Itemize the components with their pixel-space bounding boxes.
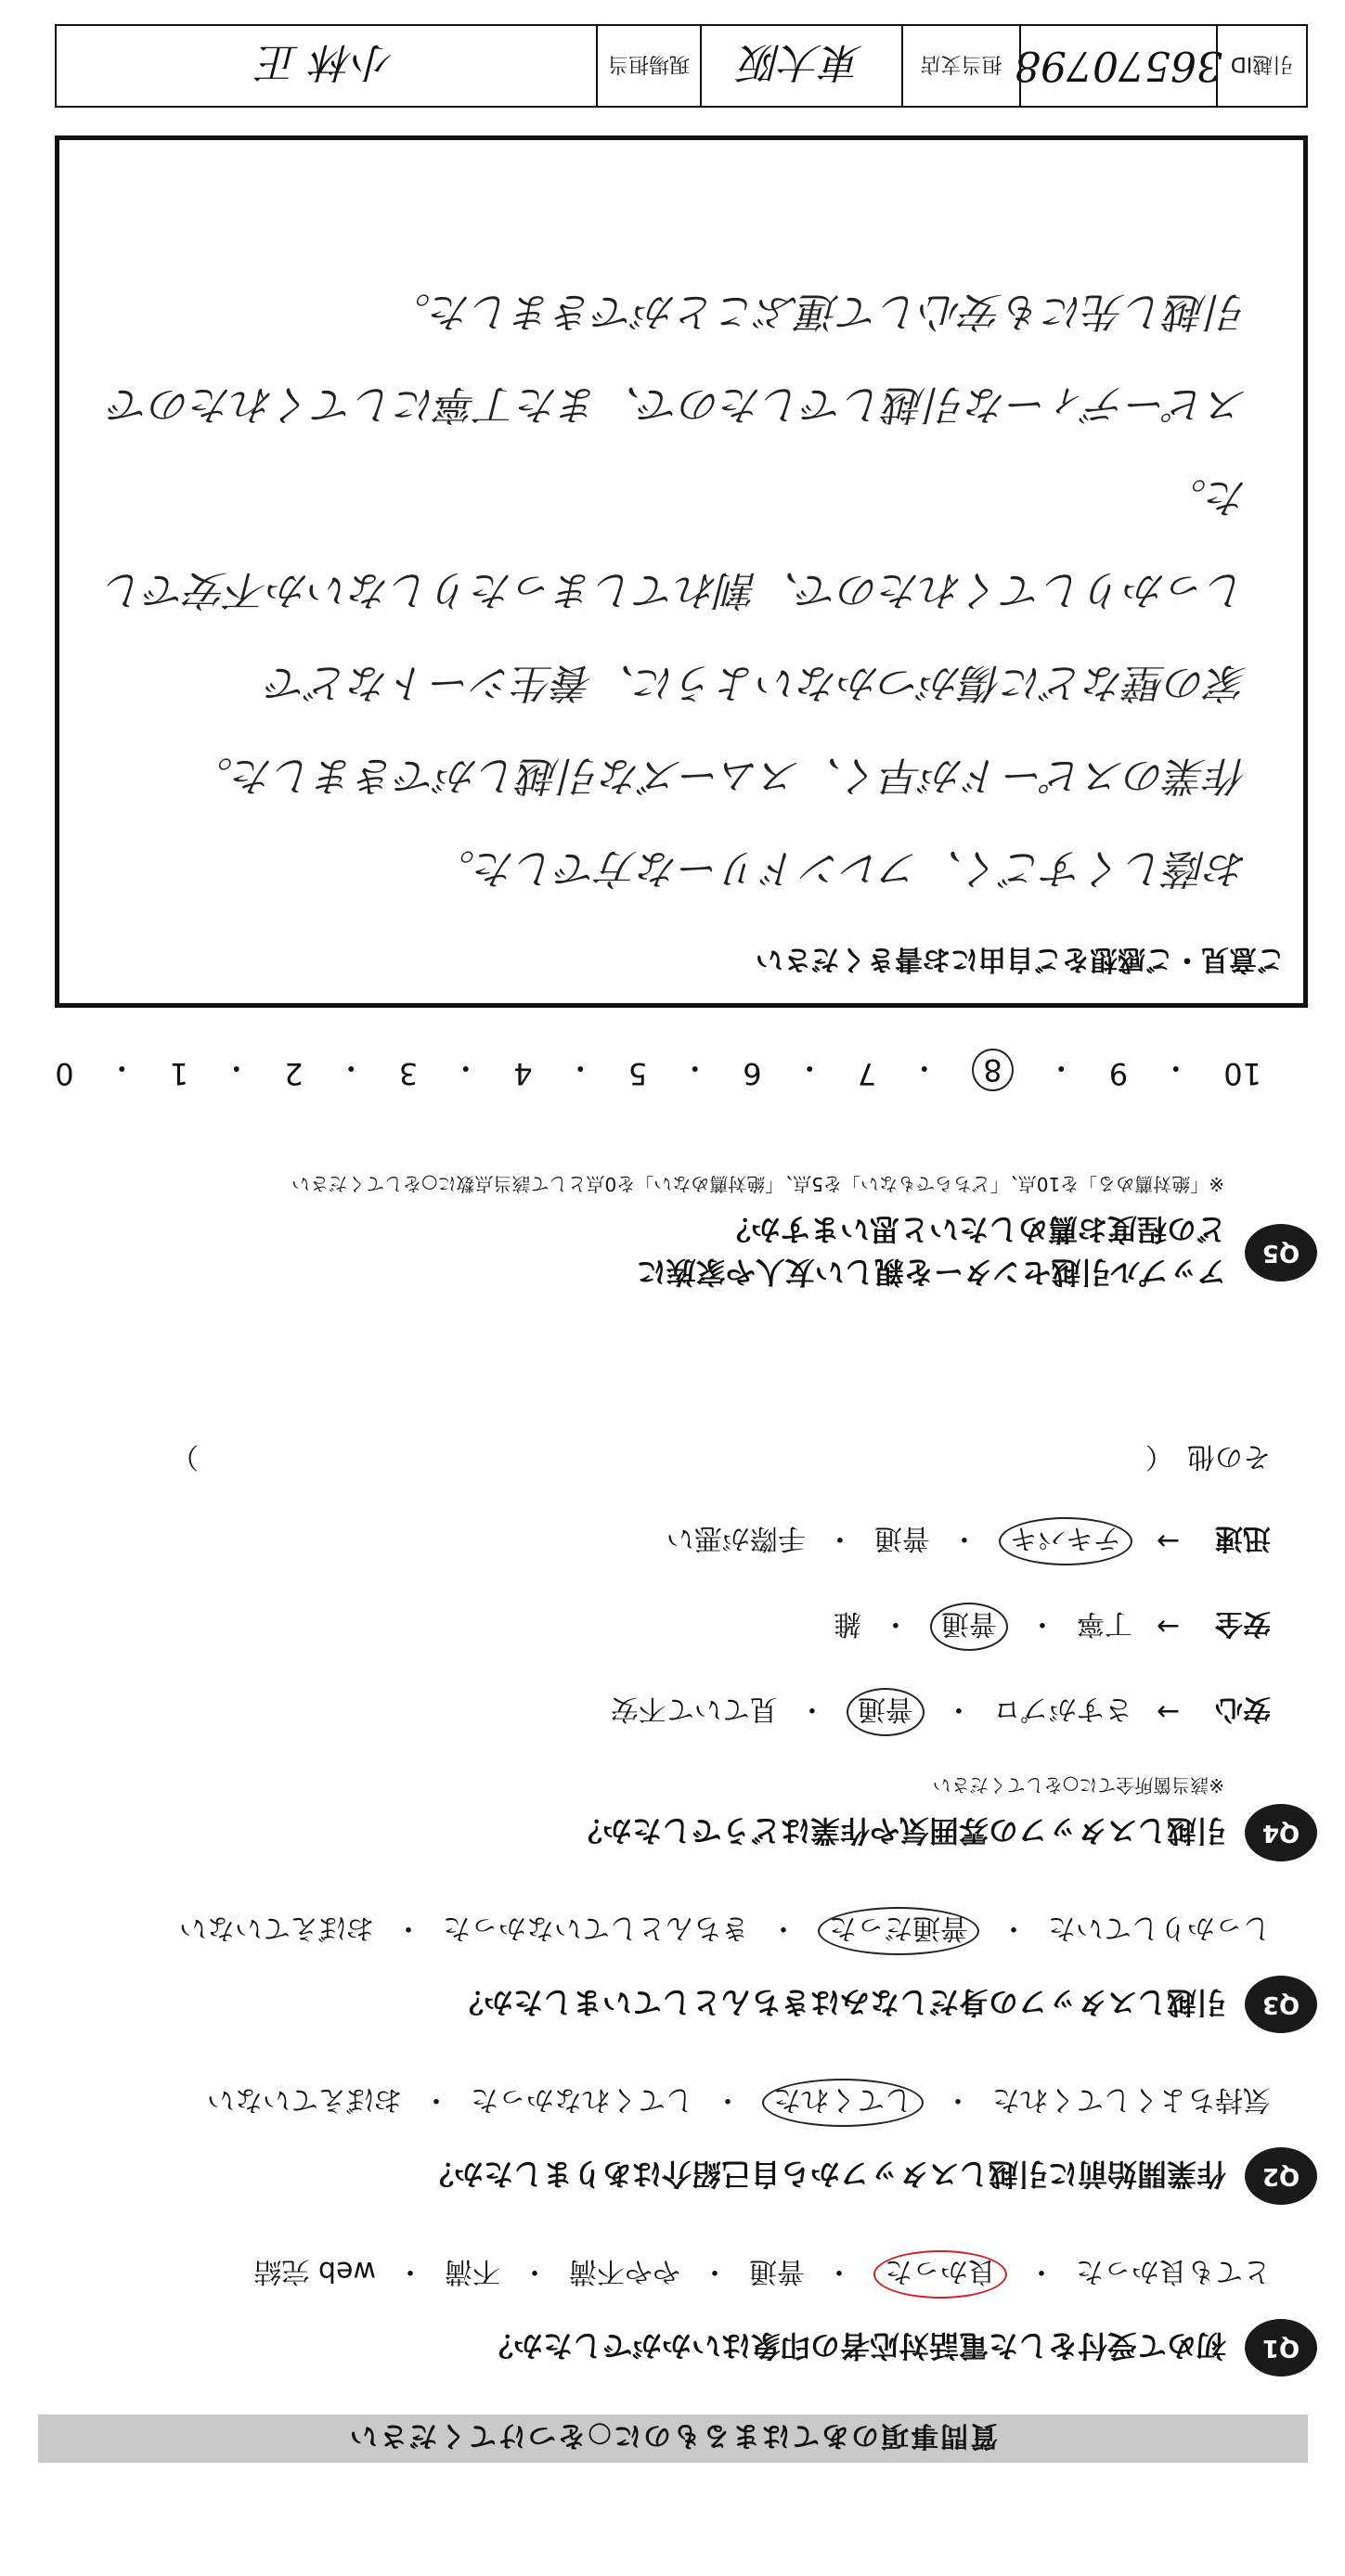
q5-score-6[interactable]: 6	[743, 1056, 762, 1091]
q4-row-label: 安全	[1215, 1607, 1271, 1640]
q5-note: ※「絶対薦める」を10点、「どちらでもない」を5点、「絶対薦めない」を0点として該当点数に○をしてください	[291, 1173, 1224, 1195]
leader-label: 現場担当	[596, 26, 700, 106]
q4-note: ※該当箇所全てに○をしてください	[932, 1774, 1224, 1797]
q5-score-1[interactable]: 1	[169, 1056, 189, 1091]
q2-text: 作業開始前に引越しスタッフから自己紹介はありましたか？	[423, 2157, 1226, 2192]
q5-score-5[interactable]: 5	[627, 1056, 648, 1091]
q1-options: とても良かった ・ 良かった ・ 普通 ・ やや不満 ・ 不満 ・ web 完結	[18, 2250, 1271, 2299]
q2-option-pleasant[interactable]: 気持ちよくしてくれた	[992, 2083, 1271, 2116]
question-4	[18, 1439, 1317, 1861]
q2-option-dont-remember[interactable]: おぼえていない	[207, 2083, 402, 2116]
id-value: 36570798	[1019, 26, 1216, 106]
q4-other	[18, 1439, 1271, 1480]
q4-badge: Q4	[1245, 1804, 1317, 1861]
q4-text: 引越しスタッフの雰囲気や作業はどうでしたか？	[572, 1813, 1226, 1848]
q3-text: 引越しスタッフの身だしなみはきちんとしていましたか？	[453, 1985, 1226, 2020]
q1-option-good-selected[interactable]: 良かった	[873, 2250, 1007, 2299]
comment-line: しっかりしてくれたので、割れてしまったりしないか不安でした。	[104, 473, 1248, 613]
question-2	[18, 2079, 1317, 2205]
q3-options: しっかりしていた ・ 普通だった ・ きちんとしていなかった ・ おぼえていない	[18, 1907, 1271, 1955]
q5-score-4[interactable]: 4	[513, 1056, 533, 1091]
q5-score-10[interactable]: 10	[1223, 1056, 1261, 1091]
comment-line: 作業のスピードが早く、スムーズな引越しができました。	[192, 752, 1248, 799]
q4-row-jinsoku: 迅速 → テキパキ ・ 普通 ・ 手際が悪い	[18, 1517, 1271, 1565]
leader-value: 小林 正	[258, 38, 394, 85]
comment-line: スピーディーな引越しでしたので、また丁寧にしてくれたので	[110, 380, 1248, 428]
comments-title: ご意見・ご感想をご自由にお書きください	[756, 943, 1285, 975]
comment-line: 家の壁などに傷がつかないように、養生シートなどで	[267, 659, 1248, 706]
comment-line: 引越し先にも安心して運ぶことができました。	[390, 288, 1248, 335]
q5-score-7[interactable]: 7	[857, 1056, 877, 1091]
q4-other-label[interactable]: その他 （ ）	[171, 1440, 1271, 1473]
arrow-right-icon: →	[1156, 1695, 1180, 1729]
q5-score-3[interactable]: 3	[398, 1056, 419, 1091]
q1-option-very-good[interactable]: とても良かった	[1076, 2255, 1271, 2287]
question-1	[18, 2250, 1317, 2376]
q3-badge: Q3	[1245, 1976, 1317, 2033]
q2-badge: Q2	[1245, 2147, 1317, 2205]
q4-jinsoku-option-quick-selected[interactable]: テキパキ	[999, 1517, 1132, 1565]
q1-option-dissatisfied[interactable]: 不満	[445, 2255, 500, 2287]
comment-line: お蔭しくすごく、フレンドリーな方でした。	[433, 844, 1248, 892]
q4-row-label: 迅速	[1215, 1522, 1271, 1554]
q3-option-normal-selected[interactable]: 普通だった	[818, 1907, 979, 1955]
q4-anzen-option-careful[interactable]: 丁寧	[1076, 1607, 1132, 1640]
branch-value: 東大阪	[700, 26, 901, 106]
q1-option-web[interactable]: web 完結	[253, 2255, 376, 2287]
q4-anshin-option-anxious[interactable]: 見ていて不安	[610, 1693, 778, 1725]
q1-badge: Q1	[1245, 2319, 1317, 2376]
q5-scale: 10 ・ 9 ・ 8 ・ 7 ・ 6 ・ 5 ・ 4 ・ 3 ・ 2 ・ 1 ・ 0	[55, 1050, 1261, 1091]
q1-text: 初めて受付をした電話対応者の印象はいかがでしたか？	[483, 2328, 1226, 2363]
q3-option-neat[interactable]: しっかりしていた	[1048, 1912, 1271, 1944]
q4-row-label: 安心	[1215, 1693, 1271, 1725]
q4-anshin-option-normal-selected[interactable]: 普通	[847, 1688, 925, 1736]
q5-text-line1: アップル引越センターを親しい友人や家族に	[636, 1255, 1226, 1290]
comments-box[interactable]	[55, 135, 1308, 1008]
id-label: 引越ID	[1216, 26, 1306, 106]
question-3	[18, 1907, 1317, 2033]
branch-label: 担当支店	[901, 26, 1019, 106]
q5-score-8-selected[interactable]: 8	[972, 1049, 1013, 1091]
q2-option-did-selected[interactable]: してくれた	[762, 2079, 924, 2127]
q4-jinsoku-option-normal[interactable]: 普通	[873, 1522, 930, 1554]
q2-options: 気持ちよくしてくれた ・ してくれた ・ してくれなかった ・ おぼえていない	[18, 2079, 1271, 2127]
id-table	[55, 24, 1308, 108]
form-header-title: 質問事項のあてはまるものに○をつけてください	[347, 2419, 999, 2452]
q2-option-did-not[interactable]: してくれなかった	[471, 2083, 693, 2116]
q5-text-line2: どの程度お薦めしたいと思いますか？	[720, 1212, 1226, 1247]
q4-row-anzen: 安全 → 丁寧 ・ 普通 ・ 雑	[18, 1603, 1271, 1651]
question-5	[18, 1172, 1317, 1295]
q4-row-anshin: 安心 → さすがプロ ・ 普通 ・ 見ていて不安	[18, 1688, 1271, 1736]
arrow-right-icon: →	[1156, 1525, 1180, 1558]
q5-badge: Q5	[1245, 1224, 1317, 1282]
q1-option-somewhat-dissatisfied[interactable]: やや不満	[569, 2255, 680, 2287]
arrow-right-icon: →	[1156, 1610, 1180, 1643]
q3-option-not-neat[interactable]: きちんとしていなかった	[443, 1912, 749, 1944]
q5-score-9[interactable]: 9	[1108, 1056, 1129, 1091]
q3-option-dont-remember[interactable]: おぼえていない	[179, 1912, 374, 1944]
q4-anzen-option-rough[interactable]: 雑	[833, 1607, 861, 1640]
q5-score-0[interactable]: 0	[55, 1056, 74, 1091]
q5-score-2[interactable]: 2	[284, 1056, 304, 1091]
form-header	[38, 2415, 1308, 2463]
q1-option-normal[interactable]: 普通	[749, 2255, 805, 2287]
comments-handwriting	[59, 264, 1248, 914]
q4-anshin-option-pro[interactable]: さすがプロ	[992, 1693, 1132, 1725]
q4-jinsoku-option-clumsy[interactable]: 手際が悪い	[666, 1522, 806, 1554]
q4-anzen-option-normal-selected[interactable]: 普通	[930, 1603, 1008, 1651]
